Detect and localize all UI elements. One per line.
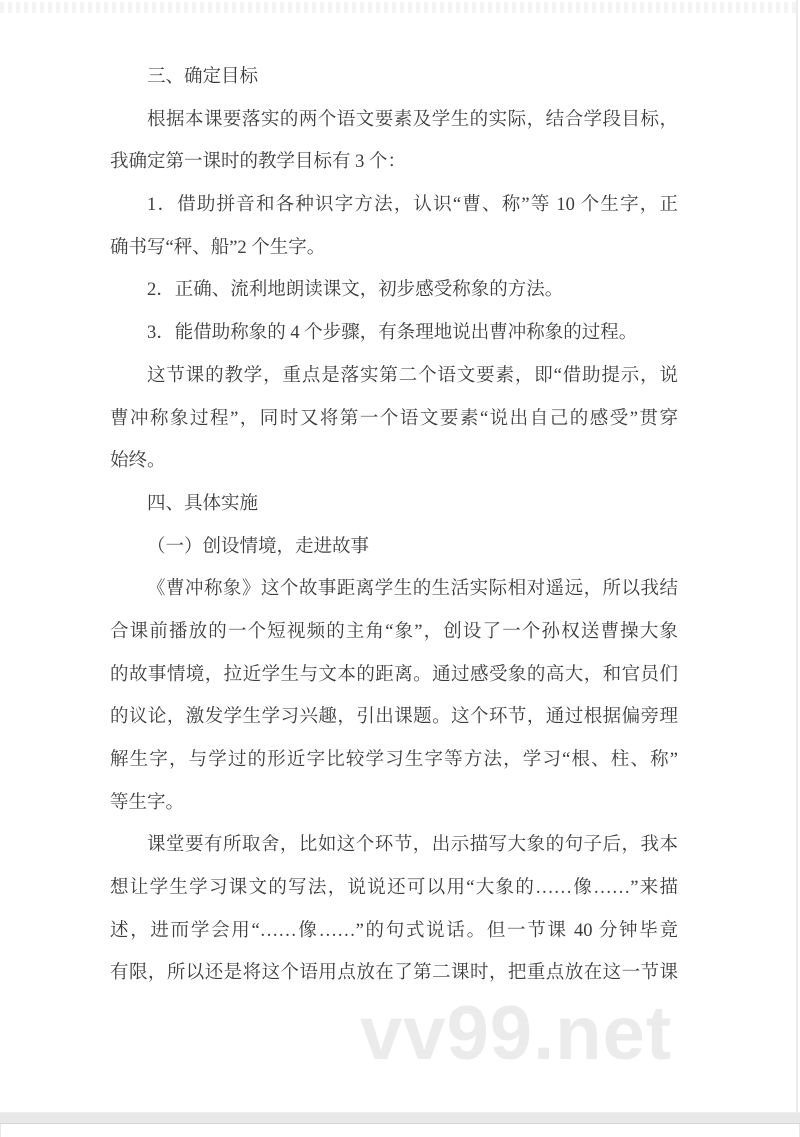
text-line: 课堂要有所取舍，比如这个环节，出示描写大象的句子后，我本 (147, 835, 678, 856)
text-line: 的议论，激发学生学习兴趣，引出课题。这个环节，通过根据偏旁理 (110, 707, 678, 728)
text-line: 等生字。 (110, 792, 185, 813)
text-line: 想让学生学习课文的写法，说说还可以用“大象的……像……”来描 (110, 878, 678, 899)
heading-line: 四、具体实施 (147, 493, 259, 514)
text-line: 有限，所以还是将这个语用点放在了第二课时，把重点放在这一节课 (110, 963, 678, 984)
heading-line: 三、确定目标 (147, 67, 259, 87)
page-top-texture (0, 2, 800, 13)
page-right-edge (796, 0, 798, 1112)
text-line: 述，进而学会用“……像……”的句式说话。但一节课 40 分钟毕竟 (110, 920, 678, 941)
text-line: 1．借助拼音和各种识字方法，认识“曹、称”等 10 个生字，正 (147, 195, 678, 216)
text-line: 这节课的教学，重点是落实第二个语文要素，即“借助提示，说 (147, 365, 678, 386)
heading-line: （一）创设情境，走进故事 (147, 536, 370, 557)
text-line: 始终。 (110, 451, 166, 472)
page-break-band (0, 1112, 800, 1124)
next-page-edge (0, 1124, 800, 1137)
document-text-block (110, 56, 678, 995)
watermark-text: vv99.net (360, 991, 673, 1076)
text-line: 曹冲称象过程”，同时又将第一个语文要素“说出自己的感受”贯穿 (110, 408, 678, 429)
text-line: 根据本课要落实的两个语文要素及学生的实际，结合学段目标， (147, 109, 678, 130)
text-line: 的故事情境，拉近学生与文本的距离。通过感受象的高大，和官员们 (110, 664, 678, 685)
text-line: 3．能借助称象的 4 个步骤，有条理地说出曹冲称象的过程。 (147, 323, 638, 344)
text-line: 《曹冲称象》这个故事距离学生的生活实际相对遥远，所以我结 (147, 579, 678, 600)
text-line: 我确定第一课时的教学目标有 3 个： (110, 152, 407, 173)
text-line: 合课前播放的一个短视频的主角“象”，创设了一个孙权送曹操大象 (110, 621, 678, 642)
text-line: 2．正确、流利地朗读课文，初步感受称象的方法。 (147, 280, 564, 301)
text-line: 解生字，与学过的形近字比较学习生字等方法，学习“根、柱、称” (110, 750, 678, 770)
text-line: 确书写“秤、船”2 个生字。 (110, 237, 326, 258)
